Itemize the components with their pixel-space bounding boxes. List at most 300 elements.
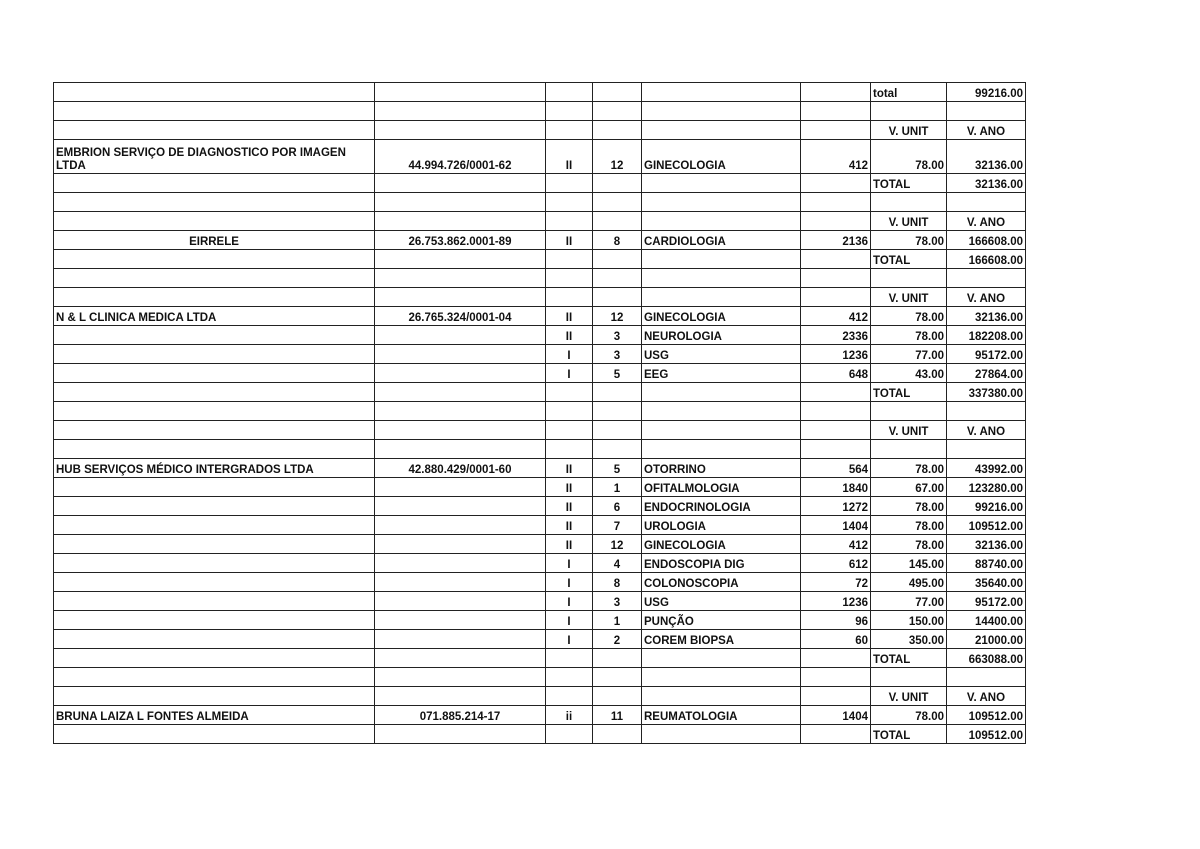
unit-value-cell: V. UNIT (871, 687, 947, 706)
annual-value-cell: 32136.00 (947, 307, 1026, 326)
company-name-cell (54, 174, 375, 193)
unit-value-cell (871, 668, 947, 687)
level-cell: II (546, 307, 593, 326)
quantity-months-cell (593, 288, 642, 307)
specialty-cell (642, 121, 801, 140)
unit-value-cell: TOTAL (871, 250, 947, 269)
annual-value-cell: 109512.00 (947, 516, 1026, 535)
company-name-cell (54, 478, 375, 497)
table-row (54, 140, 1026, 174)
level-cell (546, 288, 593, 307)
company-name-cell (54, 573, 375, 592)
table-row (54, 383, 1026, 402)
table-row (54, 554, 1026, 573)
level-cell: I (546, 554, 593, 573)
quantity-cell: 412 (801, 140, 871, 174)
table-row (54, 421, 1026, 440)
cnpj-cell (375, 121, 546, 140)
quantity-months-cell: 4 (593, 554, 642, 573)
quantity-cell (801, 383, 871, 402)
unit-value-cell: 77.00 (871, 345, 947, 364)
specialty-cell: PUNÇÃO (642, 611, 801, 630)
annual-value-cell: V. ANO (947, 121, 1026, 140)
quantity-cell: 1272 (801, 497, 871, 516)
quantity-cell: 412 (801, 535, 871, 554)
quantity-months-cell: 11 (593, 706, 642, 725)
specialty-cell (642, 402, 801, 421)
specialty-cell (642, 383, 801, 402)
quantity-cell: 612 (801, 554, 871, 573)
quantity-months-cell: 5 (593, 364, 642, 383)
level-cell (546, 687, 593, 706)
table-row (54, 497, 1026, 516)
company-name-cell (54, 554, 375, 573)
company-name-cell (54, 269, 375, 288)
services-table (53, 82, 1026, 744)
unit-value-cell: 78.00 (871, 706, 947, 725)
quantity-cell: 2136 (801, 231, 871, 250)
quantity-months-cell (593, 121, 642, 140)
specialty-cell: OFITALMOLOGIA (642, 478, 801, 497)
quantity-cell: 96 (801, 611, 871, 630)
quantity-months-cell (593, 402, 642, 421)
cnpj-cell (375, 440, 546, 459)
table-row (54, 269, 1026, 288)
specialty-cell: GINECOLOGIA (642, 307, 801, 326)
level-cell (546, 193, 593, 212)
table-row (54, 725, 1026, 744)
unit-value-cell: TOTAL (871, 649, 947, 668)
specialty-cell: OTORRINO (642, 459, 801, 478)
company-name-cell (54, 649, 375, 668)
quantity-cell: 60 (801, 630, 871, 649)
level-cell: I (546, 630, 593, 649)
unit-value-cell: 77.00 (871, 592, 947, 611)
cnpj-cell (375, 478, 546, 497)
specialty-cell: COREM BIOPSA (642, 630, 801, 649)
cnpj-cell (375, 193, 546, 212)
cnpj-cell (375, 326, 546, 345)
unit-value-cell: 78.00 (871, 307, 947, 326)
specialty-cell (642, 649, 801, 668)
quantity-cell (801, 288, 871, 307)
cnpj-cell (375, 611, 546, 630)
cnpj-cell (375, 725, 546, 744)
quantity-cell: 1404 (801, 706, 871, 725)
unit-value-cell: V. UNIT (871, 212, 947, 231)
cnpj-cell (375, 250, 546, 269)
specialty-cell: NEUROLOGIA (642, 326, 801, 345)
quantity-cell (801, 725, 871, 744)
cnpj-cell (375, 535, 546, 554)
cnpj-cell (375, 288, 546, 307)
company-name-cell: EMBRION SERVIÇO DE DIAGNOSTICO POR IMAGEN LTDA (54, 140, 375, 174)
level-cell (546, 121, 593, 140)
company-name-cell (54, 535, 375, 554)
table-row (54, 459, 1026, 478)
quantity-months-cell: 1 (593, 611, 642, 630)
annual-value-cell: 99216.00 (947, 497, 1026, 516)
level-cell (546, 102, 593, 121)
unit-value-cell: 78.00 (871, 516, 947, 535)
quantity-cell (801, 668, 871, 687)
specialty-cell: REUMATOLOGIA (642, 706, 801, 725)
quantity-months-cell: 6 (593, 497, 642, 516)
annual-value-cell: 166608.00 (947, 250, 1026, 269)
table-row (54, 440, 1026, 459)
level-cell (546, 440, 593, 459)
quantity-months-cell: 7 (593, 516, 642, 535)
specialty-cell: USG (642, 592, 801, 611)
quantity-cell (801, 250, 871, 269)
unit-value-cell (871, 440, 947, 459)
company-name-cell (54, 121, 375, 140)
specialty-cell: COLONOSCOPIA (642, 573, 801, 592)
unit-value-cell: 43.00 (871, 364, 947, 383)
level-cell: II (546, 478, 593, 497)
company-name-cell (54, 364, 375, 383)
unit-value-cell: TOTAL (871, 725, 947, 744)
level-cell (546, 649, 593, 668)
specialty-cell (642, 193, 801, 212)
quantity-cell: 1404 (801, 516, 871, 535)
unit-value-cell (871, 102, 947, 121)
company-name-cell (54, 383, 375, 402)
level-cell: II (546, 231, 593, 250)
quantity-months-cell: 8 (593, 231, 642, 250)
level-cell (546, 212, 593, 231)
quantity-months-cell: 8 (593, 573, 642, 592)
annual-value-cell: 32136.00 (947, 535, 1026, 554)
annual-value-cell (947, 402, 1026, 421)
annual-value-cell: 32136.00 (947, 174, 1026, 193)
table-row (54, 668, 1026, 687)
table-row (54, 535, 1026, 554)
quantity-cell (801, 649, 871, 668)
quantity-cell (801, 83, 871, 102)
table-row (54, 174, 1026, 193)
unit-value-cell (871, 402, 947, 421)
specialty-cell (642, 250, 801, 269)
company-name-cell (54, 102, 375, 121)
quantity-cell (801, 440, 871, 459)
annual-value-cell: 88740.00 (947, 554, 1026, 573)
cnpj-cell (375, 497, 546, 516)
unit-value-cell: 67.00 (871, 478, 947, 497)
quantity-cell: 564 (801, 459, 871, 478)
specialty-cell: ENDOSCOPIA DIG (642, 554, 801, 573)
table-row (54, 402, 1026, 421)
level-cell: II (546, 535, 593, 554)
quantity-months-cell (593, 269, 642, 288)
table-row (54, 364, 1026, 383)
unit-value-cell: 150.00 (871, 611, 947, 630)
specialty-cell: USG (642, 345, 801, 364)
quantity-cell (801, 421, 871, 440)
quantity-months-cell (593, 250, 642, 269)
annual-value-cell: V. ANO (947, 288, 1026, 307)
company-name-cell: N & L CLINICA MEDICA LTDA (54, 307, 375, 326)
annual-value-cell: 43992.00 (947, 459, 1026, 478)
annual-value-cell: 14400.00 (947, 611, 1026, 630)
quantity-months-cell (593, 212, 642, 231)
quantity-months-cell: 12 (593, 535, 642, 554)
level-cell (546, 83, 593, 102)
unit-value-cell: 78.00 (871, 326, 947, 345)
quantity-cell: 648 (801, 364, 871, 383)
quantity-months-cell (593, 83, 642, 102)
quantity-cell: 2336 (801, 326, 871, 345)
table-row (54, 649, 1026, 668)
specialty-cell: ENDOCRINOLOGIA (642, 497, 801, 516)
table-row (54, 573, 1026, 592)
quantity-months-cell (593, 174, 642, 193)
company-name-cell (54, 497, 375, 516)
company-name-cell (54, 440, 375, 459)
unit-value-cell: 78.00 (871, 459, 947, 478)
annual-value-cell: 109512.00 (947, 706, 1026, 725)
cnpj-cell: 42.880.429/0001-60 (375, 459, 546, 478)
quantity-months-cell (593, 383, 642, 402)
annual-value-cell (947, 668, 1026, 687)
table-row (54, 516, 1026, 535)
annual-value-cell (947, 440, 1026, 459)
specialty-cell: GINECOLOGIA (642, 535, 801, 554)
quantity-cell (801, 402, 871, 421)
cnpj-cell (375, 516, 546, 535)
table-row (54, 102, 1026, 121)
cnpj-cell (375, 573, 546, 592)
specialty-cell (642, 212, 801, 231)
company-name-cell (54, 288, 375, 307)
specialty-cell (642, 440, 801, 459)
unit-value-cell: 78.00 (871, 231, 947, 250)
annual-value-cell (947, 269, 1026, 288)
quantity-cell: 1236 (801, 345, 871, 364)
quantity-months-cell (593, 649, 642, 668)
unit-value-cell: V. UNIT (871, 121, 947, 140)
company-name-cell (54, 212, 375, 231)
table-row (54, 193, 1026, 212)
table-row (54, 250, 1026, 269)
quantity-months-cell (593, 725, 642, 744)
quantity-cell: 1840 (801, 478, 871, 497)
annual-value-cell: 99216.00 (947, 83, 1026, 102)
quantity-months-cell (593, 440, 642, 459)
cnpj-cell (375, 668, 546, 687)
company-name-cell: HUB SERVIÇOS MÉDICO INTERGRADOS LTDA (54, 459, 375, 478)
cnpj-cell (375, 345, 546, 364)
quantity-cell (801, 687, 871, 706)
cnpj-cell (375, 83, 546, 102)
quantity-months-cell (593, 421, 642, 440)
unit-value-cell: 145.00 (871, 554, 947, 573)
specialty-cell (642, 668, 801, 687)
specialty-cell (642, 421, 801, 440)
company-name-cell (54, 611, 375, 630)
company-name-cell (54, 421, 375, 440)
unit-value-cell (871, 269, 947, 288)
cnpj-cell: 26.765.324/0001-04 (375, 307, 546, 326)
specialty-cell: UROLOGIA (642, 516, 801, 535)
cnpj-cell (375, 592, 546, 611)
unit-value-cell: 78.00 (871, 140, 947, 174)
level-cell: I (546, 573, 593, 592)
table-row (54, 288, 1026, 307)
level-cell: II (546, 459, 593, 478)
cnpj-cell (375, 102, 546, 121)
table-row (54, 478, 1026, 497)
company-name-cell (54, 630, 375, 649)
table-row (54, 326, 1026, 345)
annual-value-cell: 166608.00 (947, 231, 1026, 250)
cnpj-cell (375, 364, 546, 383)
annual-value-cell: 109512.00 (947, 725, 1026, 744)
level-cell: II (546, 326, 593, 345)
quantity-months-cell (593, 193, 642, 212)
quantity-months-cell: 5 (593, 459, 642, 478)
unit-value-cell: V. UNIT (871, 288, 947, 307)
quantity-cell (801, 193, 871, 212)
cnpj-cell: 44.994.726/0001-62 (375, 140, 546, 174)
unit-value-cell: TOTAL (871, 383, 947, 402)
quantity-months-cell: 2 (593, 630, 642, 649)
cnpj-cell (375, 421, 546, 440)
cnpj-cell (375, 383, 546, 402)
level-cell: I (546, 592, 593, 611)
cnpj-cell (375, 269, 546, 288)
unit-value-cell: total (871, 83, 947, 102)
quantity-cell (801, 212, 871, 231)
annual-value-cell: V. ANO (947, 687, 1026, 706)
company-name-cell (54, 83, 375, 102)
specialty-cell (642, 687, 801, 706)
annual-value-cell: 35640.00 (947, 573, 1026, 592)
quantity-cell (801, 174, 871, 193)
quantity-cell: 412 (801, 307, 871, 326)
quantity-months-cell: 3 (593, 326, 642, 345)
quantity-months-cell: 3 (593, 592, 642, 611)
level-cell: I (546, 611, 593, 630)
cnpj-cell: 26.753.862.0001-89 (375, 231, 546, 250)
specialty-cell (642, 174, 801, 193)
cnpj-cell (375, 649, 546, 668)
annual-value-cell: 337380.00 (947, 383, 1026, 402)
table-row (54, 706, 1026, 725)
quantity-cell: 1236 (801, 592, 871, 611)
unit-value-cell: 78.00 (871, 535, 947, 554)
level-cell (546, 269, 593, 288)
level-cell: II (546, 516, 593, 535)
level-cell (546, 421, 593, 440)
quantity-cell (801, 121, 871, 140)
specialty-cell: CARDIOLOGIA (642, 231, 801, 250)
level-cell (546, 250, 593, 269)
table-row (54, 231, 1026, 250)
company-name-cell (54, 516, 375, 535)
company-name-cell (54, 345, 375, 364)
company-name-cell (54, 725, 375, 744)
specialty-cell (642, 725, 801, 744)
annual-value-cell: 32136.00 (947, 140, 1026, 174)
table-row (54, 592, 1026, 611)
unit-value-cell: 495.00 (871, 573, 947, 592)
unit-value-cell: V. UNIT (871, 421, 947, 440)
annual-value-cell: 123280.00 (947, 478, 1026, 497)
company-name-cell: BRUNA LAIZA L FONTES ALMEIDA (54, 706, 375, 725)
quantity-months-cell: 12 (593, 140, 642, 174)
specialty-cell: EEG (642, 364, 801, 383)
company-name-cell (54, 193, 375, 212)
table-row (54, 630, 1026, 649)
table-row (54, 121, 1026, 140)
cnpj-cell (375, 554, 546, 573)
annual-value-cell (947, 193, 1026, 212)
level-cell (546, 174, 593, 193)
table-row (54, 345, 1026, 364)
company-name-cell (54, 687, 375, 706)
quantity-months-cell: 3 (593, 345, 642, 364)
table-row (54, 307, 1026, 326)
company-name-cell (54, 326, 375, 345)
annual-value-cell: 21000.00 (947, 630, 1026, 649)
annual-value-cell: V. ANO (947, 212, 1026, 231)
unit-value-cell: 78.00 (871, 497, 947, 516)
annual-value-cell: 27864.00 (947, 364, 1026, 383)
quantity-months-cell (593, 687, 642, 706)
specialty-cell (642, 288, 801, 307)
level-cell (546, 725, 593, 744)
quantity-months-cell (593, 668, 642, 687)
level-cell: I (546, 364, 593, 383)
specialty-cell (642, 83, 801, 102)
annual-value-cell: V. ANO (947, 421, 1026, 440)
cnpj-cell (375, 212, 546, 231)
unit-value-cell (871, 193, 947, 212)
cnpj-cell (375, 687, 546, 706)
table-row (54, 611, 1026, 630)
level-cell (546, 668, 593, 687)
quantity-cell (801, 102, 871, 121)
level-cell (546, 383, 593, 402)
level-cell (546, 402, 593, 421)
unit-value-cell: 350.00 (871, 630, 947, 649)
annual-value-cell: 663088.00 (947, 649, 1026, 668)
specialty-cell (642, 269, 801, 288)
cnpj-cell (375, 402, 546, 421)
specialty-cell (642, 102, 801, 121)
annual-value-cell: 95172.00 (947, 592, 1026, 611)
cnpj-cell: 071.885.214-17 (375, 706, 546, 725)
level-cell: ii (546, 706, 593, 725)
company-name-cell (54, 592, 375, 611)
table-row (54, 687, 1026, 706)
annual-value-cell: 182208.00 (947, 326, 1026, 345)
specialty-cell: GINECOLOGIA (642, 140, 801, 174)
table-row (54, 83, 1026, 102)
quantity-cell (801, 269, 871, 288)
company-name-cell (54, 250, 375, 269)
quantity-months-cell: 1 (593, 478, 642, 497)
table-row (54, 212, 1026, 231)
cnpj-cell (375, 174, 546, 193)
quantity-months-cell: 12 (593, 307, 642, 326)
company-name-cell (54, 402, 375, 421)
annual-value-cell: 95172.00 (947, 345, 1026, 364)
unit-value-cell: TOTAL (871, 174, 947, 193)
annual-value-cell (947, 102, 1026, 121)
company-name-cell: EIRRELE (54, 231, 375, 250)
